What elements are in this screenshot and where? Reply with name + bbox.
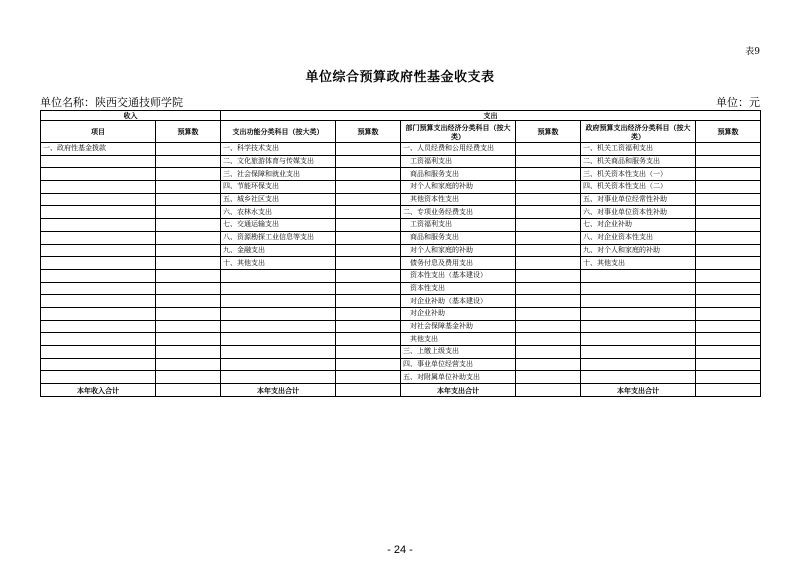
dept-econ-budget-cell	[516, 206, 581, 219]
total-dept-econ-budget-cell	[516, 384, 581, 397]
table-number: 表9	[745, 47, 760, 57]
table-row	[41, 257, 761, 270]
gov-econ-item-cell	[581, 269, 696, 282]
total-income-budget-cell	[156, 384, 221, 397]
gov-econ-budget-cell	[696, 168, 761, 181]
dept-econ-item-cell: 对社会保障基金补助	[401, 320, 516, 333]
income-budget-cell	[156, 181, 221, 194]
expense-group-header: 支出	[221, 111, 761, 121]
gov-econ-item-cell	[581, 282, 696, 295]
func-class-budget-cell	[336, 206, 401, 219]
func-class-budget-cell	[336, 155, 401, 168]
gov-econ-item-cell	[581, 320, 696, 333]
table-row	[41, 219, 761, 232]
gov-econ-item-cell	[581, 295, 696, 308]
dept-econ-item-cell: 三、上缴上级支出	[401, 346, 516, 359]
dept-econ-item-cell: 对个人和家庭的补助	[401, 181, 516, 194]
dept-econ-budget-cell	[516, 333, 581, 346]
func-class-item-cell	[221, 320, 336, 333]
income-budget-cell	[156, 295, 221, 308]
gov-econ-budget-cell	[696, 244, 761, 257]
income-item-cell	[41, 358, 156, 371]
dept-econ-item-cell: 商品和服务支出	[401, 231, 516, 244]
gov-econ-budget-cell	[696, 307, 761, 320]
group-header-row	[41, 111, 761, 121]
income-item-cell	[41, 282, 156, 295]
income-budget-cell	[156, 371, 221, 384]
gov-econ-item-cell	[581, 307, 696, 320]
gov-econ-item-cell	[581, 333, 696, 346]
income-budget-cell	[156, 244, 221, 257]
income-item-cell	[41, 371, 156, 384]
table-row	[41, 244, 761, 257]
gov-econ-budget-cell	[696, 346, 761, 359]
income-item-cell	[41, 168, 156, 181]
gov-econ-item-cell: 九、对个人和家庭的补助	[581, 244, 696, 257]
gov-econ-item-cell: 三、机关资本性支出（一）	[581, 168, 696, 181]
dept-econ-item-cell: 资本性支出	[401, 282, 516, 295]
gov-econ-item-cell	[581, 346, 696, 359]
gov-econ-budget-cell	[696, 193, 761, 206]
dept-econ-budget-cell	[516, 168, 581, 181]
dept-econ-item-cell: 一、人员经费和公用经费支出	[401, 143, 516, 156]
table-row	[41, 307, 761, 320]
gov-econ-budget-cell	[696, 371, 761, 384]
dept-econ-item-cell: 四、事业单位经营支出	[401, 358, 516, 371]
func-class-item-cell	[221, 269, 336, 282]
totals-row	[41, 384, 761, 397]
income-budget-cell	[156, 206, 221, 219]
gov-econ-item-cell: 二、机关商品和服务支出	[581, 155, 696, 168]
func-class-item-cell	[221, 333, 336, 346]
gov-econ-budget-cell	[696, 320, 761, 333]
func-class-item-cell: 九、金融支出	[221, 244, 336, 257]
currency-unit: 单位：元	[716, 96, 760, 109]
table-row	[41, 346, 761, 359]
func-class-budget-cell	[336, 231, 401, 244]
total-gov-econ-item-cell: 本年支出合计	[581, 384, 696, 397]
dept-econ-budget-cell	[516, 193, 581, 206]
unit-name: 单位名称：陕西交通技师学院	[40, 96, 183, 109]
dept-econ-item-cell: 对个人和家庭的补助	[401, 244, 516, 257]
income-item-cell	[41, 257, 156, 270]
income-item-cell	[41, 231, 156, 244]
func-class-item-cell	[221, 307, 336, 320]
income-budget-cell	[156, 231, 221, 244]
table-row	[41, 282, 761, 295]
income-item-cell	[41, 193, 156, 206]
income-item-cell	[41, 295, 156, 308]
table-row	[41, 181, 761, 194]
page-number: - 24 -	[387, 544, 413, 556]
gov-econ-budget-cell	[696, 257, 761, 270]
func-class-item-cell	[221, 358, 336, 371]
dept-econ-budget-cell	[516, 155, 581, 168]
dept-econ-budget-cell	[516, 307, 581, 320]
table-row	[41, 333, 761, 346]
gov-econ-item-cell: 八、对企业资本性支出	[581, 231, 696, 244]
col-header-dept-econ: 部门预算支出经济分类科目（按大类）	[401, 121, 516, 143]
gov-econ-item-cell	[581, 371, 696, 384]
dept-econ-item-cell: 债务付息及费用支出	[401, 257, 516, 270]
func-class-budget-cell	[336, 269, 401, 282]
income-item-cell	[41, 333, 156, 346]
dept-econ-budget-cell	[516, 181, 581, 194]
income-budget-cell	[156, 193, 221, 206]
income-budget-cell	[156, 143, 221, 156]
func-class-item-cell: 六、农林水支出	[221, 206, 336, 219]
func-class-budget-cell	[336, 282, 401, 295]
func-class-item-cell: 二、文化旅游体育与传媒支出	[221, 155, 336, 168]
table-row	[41, 155, 761, 168]
income-budget-cell	[156, 155, 221, 168]
table-row	[41, 206, 761, 219]
col-header-func-class: 支出功能分类科目（按大类）	[221, 121, 336, 143]
income-item-cell	[41, 219, 156, 232]
dept-econ-item-cell: 商品和服务支出	[401, 168, 516, 181]
income-budget-cell	[156, 358, 221, 371]
func-class-item-cell	[221, 282, 336, 295]
dept-econ-budget-cell	[516, 257, 581, 270]
table-row	[41, 168, 761, 181]
table-row	[41, 269, 761, 282]
gov-econ-budget-cell	[696, 269, 761, 282]
func-class-budget-cell	[336, 358, 401, 371]
func-class-budget-cell	[336, 193, 401, 206]
table-row	[41, 295, 761, 308]
dept-econ-item-cell: 工资福利支出	[401, 155, 516, 168]
func-class-item-cell	[221, 371, 336, 384]
income-item-cell	[41, 307, 156, 320]
func-class-item-cell: 七、交通运输支出	[221, 219, 336, 232]
gov-econ-item-cell	[581, 358, 696, 371]
income-budget-cell	[156, 320, 221, 333]
func-class-item-cell: 八、资源勘探工业信息等支出	[221, 231, 336, 244]
income-budget-cell	[156, 346, 221, 359]
dept-econ-budget-cell	[516, 143, 581, 156]
func-class-budget-cell	[336, 257, 401, 270]
total-dept-econ-item-cell: 本年支出合计	[401, 384, 516, 397]
income-budget-cell	[156, 269, 221, 282]
table-row	[41, 320, 761, 333]
func-class-budget-cell	[336, 168, 401, 181]
col-header-budget-4: 预算数	[696, 121, 761, 143]
func-class-budget-cell	[336, 143, 401, 156]
gov-econ-budget-cell	[696, 206, 761, 219]
func-class-item-cell: 五、城乡社区支出	[221, 193, 336, 206]
income-budget-cell	[156, 168, 221, 181]
dept-econ-budget-cell	[516, 269, 581, 282]
gov-econ-item-cell: 七、对企业补助	[581, 219, 696, 232]
func-class-item-cell: 四、节能环保支出	[221, 181, 336, 194]
func-class-item-cell	[221, 346, 336, 359]
dept-econ-budget-cell	[516, 295, 581, 308]
income-item-cell	[41, 269, 156, 282]
table-row	[41, 143, 761, 156]
func-class-budget-cell	[336, 307, 401, 320]
func-class-budget-cell	[336, 295, 401, 308]
dept-econ-item-cell: 其他资本性支出	[401, 193, 516, 206]
gov-econ-budget-cell	[696, 155, 761, 168]
income-item-cell	[41, 155, 156, 168]
func-class-budget-cell	[336, 320, 401, 333]
page-title: 单位综合预算政府性基金收支表	[305, 70, 495, 85]
col-header-item: 项目	[41, 121, 156, 143]
func-class-item-cell: 一、科学技术支出	[221, 143, 336, 156]
gov-econ-budget-cell	[696, 358, 761, 371]
func-class-budget-cell	[336, 219, 401, 232]
func-class-item-cell: 十、其他支出	[221, 257, 336, 270]
gov-econ-item-cell: 五、对事业单位经常性补助	[581, 193, 696, 206]
gov-econ-budget-cell	[696, 219, 761, 232]
gov-econ-item-cell: 一、机关工资福利支出	[581, 143, 696, 156]
total-income-item-cell: 本年收入合计	[41, 384, 156, 397]
dept-econ-budget-cell	[516, 219, 581, 232]
func-class-item-cell: 三、社会保障和就业支出	[221, 168, 336, 181]
total-gov-econ-budget-cell	[696, 384, 761, 397]
unit-info-row	[40, 96, 760, 110]
income-budget-cell	[156, 257, 221, 270]
dept-econ-item-cell: 资本性支出（基本建设）	[401, 269, 516, 282]
income-item-cell	[41, 206, 156, 219]
dept-econ-item-cell: 二、专项业务经费支出	[401, 206, 516, 219]
col-header-budget-1: 预算数	[156, 121, 221, 143]
fund-budget-table	[40, 110, 761, 397]
func-class-budget-cell	[336, 181, 401, 194]
dept-econ-budget-cell	[516, 371, 581, 384]
gov-econ-budget-cell	[696, 231, 761, 244]
dept-econ-item-cell: 工资福利支出	[401, 219, 516, 232]
func-class-budget-cell	[336, 346, 401, 359]
income-item-cell	[41, 181, 156, 194]
dept-econ-budget-cell	[516, 244, 581, 257]
dept-econ-budget-cell	[516, 282, 581, 295]
dept-econ-item-cell: 五、对附属单位补助支出	[401, 371, 516, 384]
gov-econ-budget-cell	[696, 181, 761, 194]
gov-econ-budget-cell	[696, 333, 761, 346]
table-row	[41, 358, 761, 371]
column-header-row	[41, 121, 761, 143]
dept-econ-budget-cell	[516, 358, 581, 371]
col-header-gov-econ: 政府预算支出经济分类科目（按大类）	[581, 121, 696, 143]
gov-econ-item-cell: 六、对事业单位资本性补助	[581, 206, 696, 219]
gov-econ-item-cell: 十、其他支出	[581, 257, 696, 270]
dept-econ-item-cell: 对企业补助	[401, 307, 516, 320]
gov-econ-budget-cell	[696, 143, 761, 156]
income-budget-cell	[156, 282, 221, 295]
income-group-header: 收入	[41, 111, 221, 121]
dept-econ-item-cell: 对企业补助（基本建设）	[401, 295, 516, 308]
func-class-budget-cell	[336, 333, 401, 346]
income-item-cell: 一、政府性基金拨款	[41, 143, 156, 156]
table-row	[41, 193, 761, 206]
income-item-cell	[41, 244, 156, 257]
func-class-budget-cell	[336, 371, 401, 384]
dept-econ-item-cell: 其他支出	[401, 333, 516, 346]
income-budget-cell	[156, 307, 221, 320]
income-budget-cell	[156, 219, 221, 232]
gov-econ-budget-cell	[696, 295, 761, 308]
dept-econ-budget-cell	[516, 231, 581, 244]
gov-econ-budget-cell	[696, 282, 761, 295]
dept-econ-budget-cell	[516, 320, 581, 333]
table-row	[41, 231, 761, 244]
col-header-budget-3: 预算数	[516, 121, 581, 143]
dept-econ-budget-cell	[516, 346, 581, 359]
income-item-cell	[41, 320, 156, 333]
total-func-class-budget-cell	[336, 384, 401, 397]
table-row	[41, 371, 761, 384]
income-budget-cell	[156, 333, 221, 346]
income-item-cell	[41, 346, 156, 359]
total-func-class-item-cell: 本年支出合计	[221, 384, 336, 397]
gov-econ-item-cell: 四、机关资本性支出（二）	[581, 181, 696, 194]
func-class-item-cell	[221, 295, 336, 308]
func-class-budget-cell	[336, 244, 401, 257]
col-header-budget-2: 预算数	[336, 121, 401, 143]
